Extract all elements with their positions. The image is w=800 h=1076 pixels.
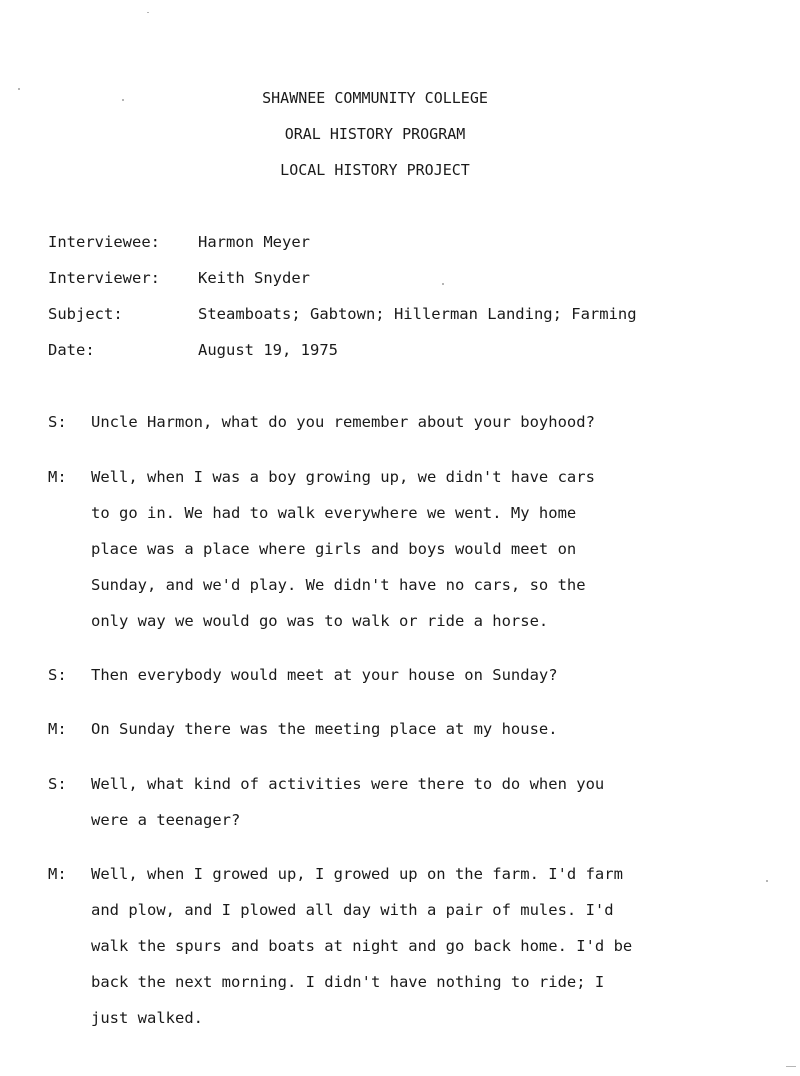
speaker-label: M: <box>48 865 67 883</box>
transcript-line: back the next morning. I didn't have nothing to ride; I <box>91 973 605 991</box>
project-heading: LOCAL HISTORY PROJECT <box>280 161 470 179</box>
transcript-line: walk the spurs and boats at night and go back home. I'd be <box>91 937 633 955</box>
transcript-line: Then everybody would meet at your house on Sunday? <box>91 666 558 684</box>
interviewee-value: Harmon Meyer <box>198 233 310 251</box>
transcript-line: place was a place where girls and boys would meet on <box>91 540 577 558</box>
subject-label: Subject: <box>48 305 123 323</box>
scan-speck <box>766 880 768 882</box>
date-label: Date: <box>48 341 95 359</box>
speaker-label: S: <box>48 666 67 684</box>
college-heading: SHAWNEE COMMUNITY COLLEGE <box>262 89 488 107</box>
interviewer-value: Keith Snyder <box>198 269 310 287</box>
subject-value: Steamboats; Gabtown; Hillerman Landing; Farming <box>198 305 637 323</box>
speaker-label: M: <box>48 720 67 738</box>
transcript-line: to go in. We had to walk everywhere we went. My home <box>91 504 577 522</box>
scan-speck <box>442 283 444 285</box>
scan-speck <box>786 1066 796 1067</box>
transcript-line: Well, when I was a boy growing up, we didn't have cars <box>91 468 595 486</box>
transcript-line: and plow, and I plowed all day with a pair of mules. I'd <box>91 901 614 919</box>
transcript-line: On Sunday there was the meeting place at my house. <box>91 720 558 738</box>
speaker-label: S: <box>48 775 67 793</box>
transcript-line: only way we would go was to walk or ride a horse. <box>91 612 549 630</box>
transcript-line: Sunday, and we'd play. We didn't have no cars, so the <box>91 576 586 594</box>
interviewee-label: Interviewee: <box>48 233 160 251</box>
speaker-label: S: <box>48 413 67 431</box>
transcript-line: Uncle Harmon, what do you remember about your boyhood? <box>91 413 595 431</box>
program-heading: ORAL HISTORY PROGRAM <box>284 125 466 143</box>
transcript-line: just walked. <box>91 1009 203 1027</box>
scan-speck <box>147 12 149 13</box>
interviewer-label: Interviewer: <box>48 269 160 287</box>
transcript-line: Well, what kind of activities were there to do when you <box>91 775 605 793</box>
transcript-line: Well, when I growed up, I growed up on the farm. I'd farm <box>91 865 623 883</box>
scan-speck <box>18 88 20 90</box>
scan-speck <box>122 99 124 101</box>
date-value: August 19, 1975 <box>198 341 338 359</box>
transcript-line: were a teenager? <box>91 811 241 829</box>
speaker-label: M: <box>48 468 67 486</box>
